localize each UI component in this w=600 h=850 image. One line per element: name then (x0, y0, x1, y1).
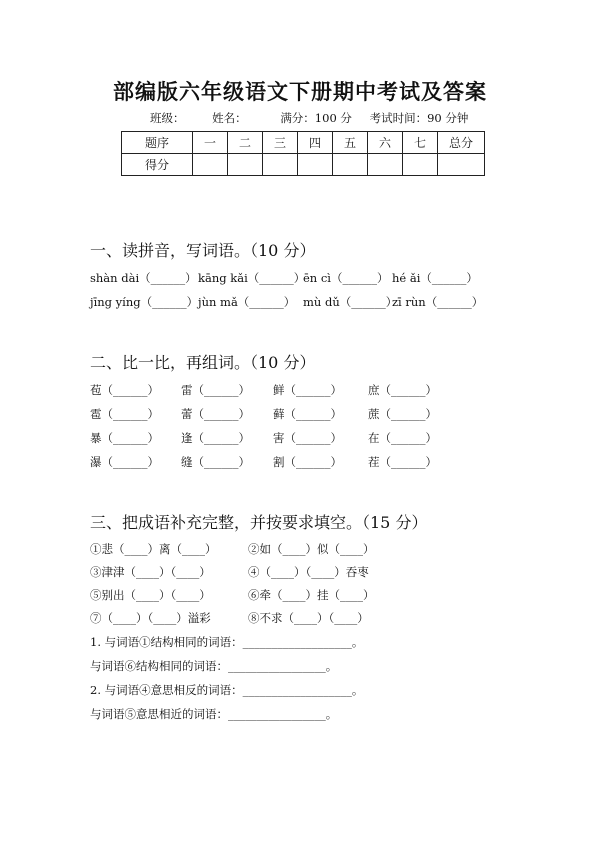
score-input-cell[interactable] (368, 154, 403, 176)
question-line: 2. 与词语④意思相反的词语：___________________。 (90, 683, 364, 697)
idiom-item: ②如（____）似（____） (248, 542, 375, 556)
score-input-cell[interactable] (298, 154, 333, 176)
compare-item: 暴（______） (90, 431, 159, 445)
compare-item: 苞（______） (90, 383, 159, 397)
score-input-cell[interactable] (438, 154, 485, 176)
pinyin-item: kāng kǎi（______） (198, 271, 306, 285)
exam-info (150, 110, 492, 126)
section3-heading: 三、把成语补充完整，并按要求填空。（15 分） (90, 513, 428, 532)
score-header-cell: 六 (368, 132, 403, 154)
score-header-cell: 五 (333, 132, 368, 154)
score-header-cell: 题序 (122, 132, 193, 154)
compare-item: 雹（______） (90, 407, 159, 421)
page-title: 部编版六年级语文下册期中考试及答案 (113, 80, 487, 104)
compare-item: 庶（______） (368, 383, 437, 397)
compare-item: 雷（______） (181, 383, 250, 397)
score-header-cell: 三 (263, 132, 298, 154)
pinyin-item: ēn cì（______） (303, 271, 389, 285)
compare-item: 害（______） (273, 431, 342, 445)
idiom-item: ⑧不求（____）（____） (248, 611, 369, 625)
score-table (121, 131, 485, 176)
score-table-header-row (122, 132, 485, 154)
compare-item: 缝（______） (181, 455, 250, 469)
pinyin-item: shàn dài（______） (90, 271, 197, 285)
pinyin-item: mù dǔ（______） (303, 295, 398, 309)
score-header-cell: 四 (298, 132, 333, 154)
score-input-cell[interactable] (403, 154, 438, 176)
pinyin-item: jùn mǎ（______） (198, 295, 296, 309)
score-header-cell: 总分 (438, 132, 485, 154)
section1-heading: 一、读拼音，写词语。（10 分） (90, 241, 316, 260)
compare-item: 蔗（______） (368, 407, 437, 421)
compare-item: 蕾（______） (181, 407, 250, 421)
compare-item: 瀑（______） (90, 455, 159, 469)
compare-item: 茬（______） (368, 455, 437, 469)
full-score-label: 满分：100 分 (280, 111, 352, 125)
idiom-item: ③津津（____）（____） (90, 565, 211, 579)
pinyin-item: hé ǎi（______） (392, 271, 478, 285)
pinyin-item: zī rùn（______） (392, 295, 484, 309)
pinyin-item: jīng yíng（______） (90, 295, 199, 309)
class-label: 班级： (150, 111, 185, 125)
exam-time-label: 考试时间：90 分钟 (369, 111, 469, 125)
question-line: 与词语⑥结构相同的词语：_________________。 (90, 659, 338, 673)
score-input-cell[interactable] (333, 154, 368, 176)
compare-item: 鲜（______） (273, 383, 342, 397)
score-header-cell: 一 (193, 132, 228, 154)
score-header-cell: 七 (403, 132, 438, 154)
idiom-item: ⑥牵（____）挂（____） (248, 588, 375, 602)
compare-item: 在（______） (368, 431, 437, 445)
compare-item: 藓（______） (273, 407, 342, 421)
score-input-cell[interactable] (263, 154, 298, 176)
idiom-item: ④（____）（____）吞枣 (248, 565, 369, 579)
name-label: 姓名： (212, 111, 247, 125)
compare-item: 逢（______） (181, 431, 250, 445)
idiom-item: ①悲（____）离（____） (90, 542, 217, 556)
section2-heading: 二、比一比，再组词。（10 分） (90, 353, 316, 372)
score-header-cell: 二 (228, 132, 263, 154)
question-line: 1. 与词语①结构相同的词语：___________________。 (90, 635, 364, 649)
score-table-score-row (122, 154, 485, 176)
score-input-cell[interactable] (193, 154, 228, 176)
compare-item: 割（______） (273, 455, 342, 469)
question-line: 与词语⑤意思相近的词语：_________________。 (90, 707, 338, 721)
score-input-cell[interactable] (228, 154, 263, 176)
idiom-item: ⑤别出（____）（____） (90, 588, 211, 602)
score-row-label: 得分 (122, 154, 193, 176)
idiom-item: ⑦（____）（____）溢彩 (90, 611, 211, 625)
